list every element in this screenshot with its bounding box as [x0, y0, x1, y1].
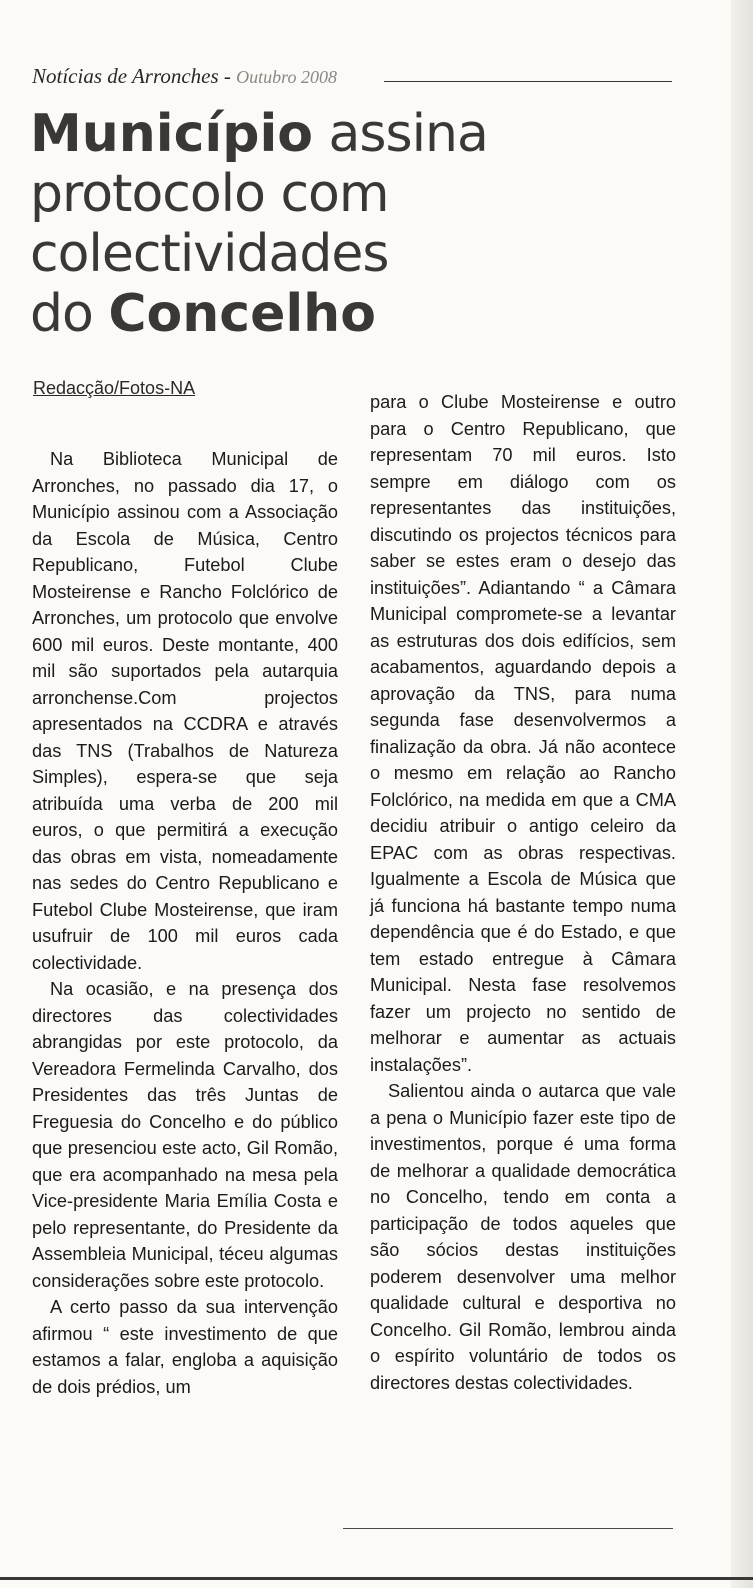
headline-line-1 [30, 104, 690, 164]
paragraph: Na Biblioteca Municipal de Arronches, no passado dia 17, o Município assinou com a Associação da Escola de Música, Centro Republicano, Futebol Clube Mosteirense e Rancho Folclórico de Arronches, um protocolo que envolve 600 mil euros. Deste montante, 400 mil são suportados pela autarquia arronchense.Com projectos apresentados na CCDRA e através das TNS (Trabalhos de Natureza Simples), espera-se que seja atribuída uma verba de 200 mil euros, o que permitirá a execução das obras em vista, nomeadamente nas sedes do Centro Republicano e Futebol Clube Mosteirense, que iram usufruir de 100 mil euros cada colectividade. [32, 449, 338, 973]
page-bottom-rule [0, 1577, 753, 1580]
publication-name: Notícias de Arronches - [32, 64, 237, 88]
headline-bold-municipio: Município [30, 104, 314, 164]
headline-assina: assina [313, 104, 488, 164]
masthead-header [32, 64, 672, 90]
paragraph: Salientou ainda o autarca que vale a pena o Município fazer este tipo de investimentos, porque é uma forma de melhorar a qualidade democrática no Concelho, tendo em conta a participação de todos aqueles que são sócios destas instituições poderem desenvolver uma melhor qualidade cultural e desportiva no Concelho. Gil Romão, lembrou ainda o espírito voluntário de todos os directores destas colectividades. [370, 1081, 676, 1393]
paragraph: para o Clube Mosteirense e outro para o Centro Republicano, que representam 70 mil euros. Isto sempre em diálogo com os representantes das instituições, discutindo os projectos técnicos para saber se estes eram o desejo das instituições”. Adiantando “ a Câmara Municipal compromete-se a levantar as estruturas dos dois edifícios, sem acabamentos, aguardando depois a aprovação da TNS, para numa segunda fase desenvolvermos a finalização da obra. Já não acontece o mesmo em relação ao Rancho Folclórico, na medida em que a CMA decidiu atribuir o antigo celeiro da EPAC com as obras respectivas. Igualmente a Escola de Música que já funciona há bastante tempo numa dependência que é do Estado, e que tem estado entregue à Câmara Municipal. Nesta fase resolvemos fazer um projecto no sentido de melhorar e aumentar as actuais instalações”. [370, 392, 676, 1075]
page-edge-shadow [731, 0, 753, 1588]
article-column-1 [32, 446, 338, 1400]
byline: Redacção/Fotos-NA [33, 378, 196, 398]
header-rule [384, 81, 672, 82]
article-column-2 [370, 389, 676, 1396]
masthead [32, 64, 337, 89]
headline-line-2: protocolo com [30, 164, 389, 224]
headline-do: do [30, 284, 109, 344]
paragraph: Na ocasião, e na presença dos directores das colectividades abrangidas por este protocolo, da Vereadora Fermelinda Carvalho, dos Presidentes das três Juntas de Freguesia do Concelho e do público que presenciou este acto, Gil Romão, que era acompanhado na mesa pela Vice-presidente Maria Emília Costa e pelo representante, do Presidente da Assembleia Municipal, téceu algumas considerações sobre este protocolo. [32, 979, 338, 1291]
paragraph: A certo passo da sua intervenção afirmou “ este investimento de que estamos a falar, engloba a aquisição de dois prédios, um [32, 1297, 338, 1397]
headline-bold-concelho: Concelho [108, 284, 376, 344]
column-end-rule [343, 1528, 673, 1529]
headline-line-3: colectividades [30, 224, 389, 284]
issue-date: Outubro 2008 [236, 67, 337, 87]
headline [30, 104, 690, 344]
headline-line-4 [30, 284, 690, 344]
